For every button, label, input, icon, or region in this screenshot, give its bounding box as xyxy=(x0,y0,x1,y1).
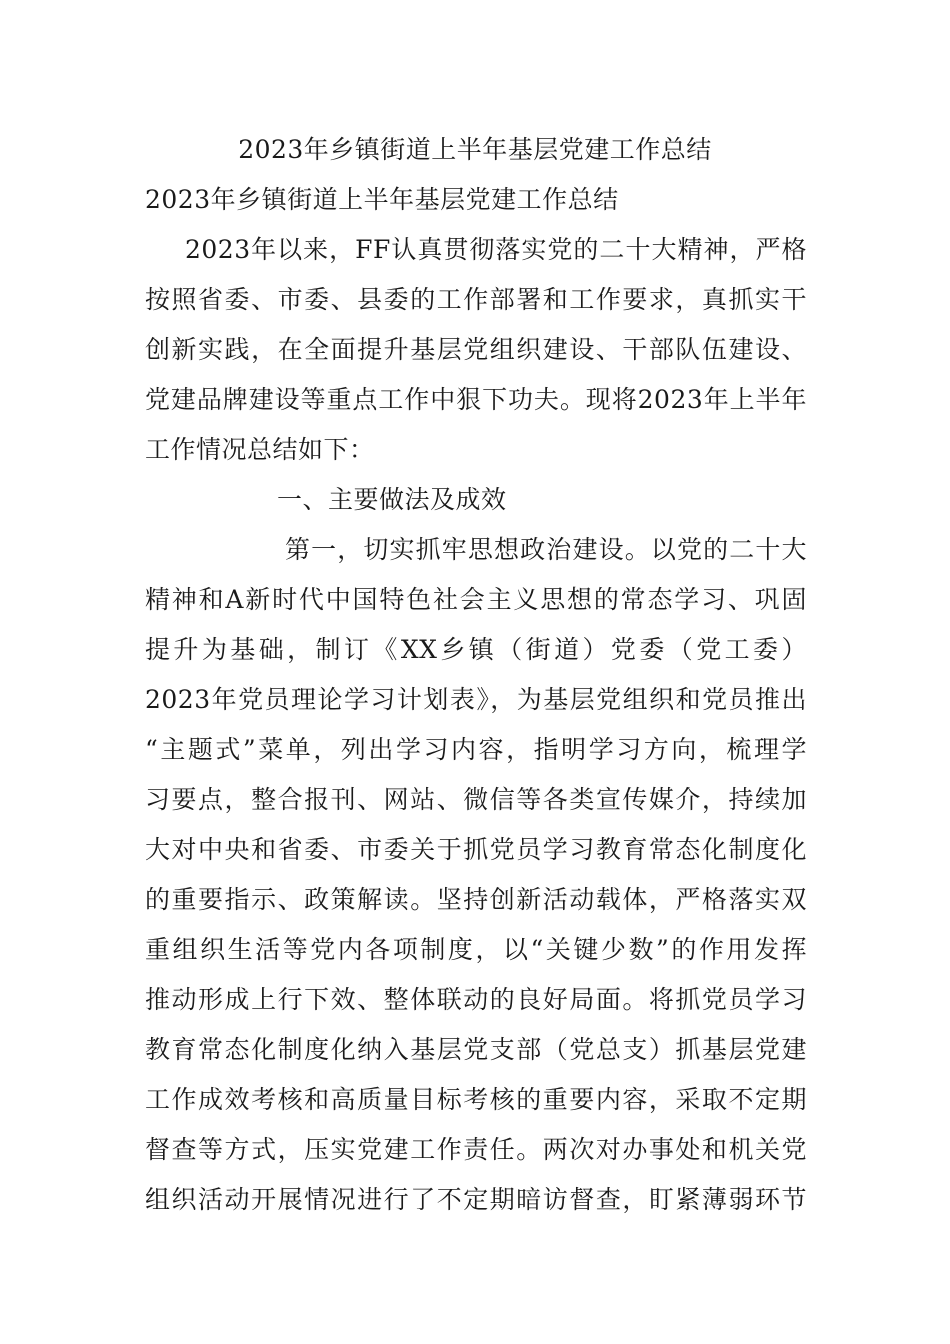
paragraph-line: 第一，切实抓牢思想政治建设。以党的二十大 xyxy=(285,535,807,564)
paragraph-line: 提升为基础，制订《XX乡镇（街道）党委（党工委） xyxy=(145,635,807,664)
document-title: 2023年乡镇街道上半年基层党建工作总结 xyxy=(238,135,712,164)
paragraph-line: 习要点，整合报刊、网站、微信等各类宣传媒介，持续加 xyxy=(145,785,807,814)
paragraph-line: 2023年以来，FF认真贯彻落实党的二十大精神，严格 xyxy=(185,235,807,264)
paragraph-line: 精神和A新时代中国特色社会主义思想的常态学习、巩固 xyxy=(145,585,807,614)
paragraph-line: 组织活动开展情况进行了不定期暗访督查，盯紧薄弱环节 xyxy=(145,1185,807,1214)
paragraph-line: 党建品牌建设等重点工作中狠下功夫。现将2023年上半年 xyxy=(145,385,807,414)
paragraph-line: 按照省委、市委、县委的工作部署和工作要求，真抓实干 xyxy=(145,285,807,314)
paragraph-line: 推动形成上行下效、整体联动的良好局面。将抓党员学习 xyxy=(145,985,807,1014)
paragraph-line: 大对中央和省委、市委关于抓党员学习教育常态化制度化 xyxy=(145,835,807,864)
paragraph-line: 创新实践，在全面提升基层党组织建设、干部队伍建设、 xyxy=(145,335,807,364)
paragraph-line: 的重要指示、政策解读。坚持创新活动载体，严格落实双 xyxy=(145,885,807,914)
paragraph-line: 教育常态化制度化纳入基层党支部（党总支）抓基层党建 xyxy=(145,1035,807,1064)
section-heading: 一、主要做法及成效 xyxy=(277,485,507,514)
paragraph-line: 2023年党员理论学习计划表》，为基层党组织和党员推出 xyxy=(145,685,807,714)
document-subtitle: 2023年乡镇街道上半年基层党建工作总结 xyxy=(145,185,619,214)
paragraph-line: 重组织生活等党内各项制度，以“关键少数”的作用发挥 xyxy=(145,935,807,964)
paragraph-line: 工作情况总结如下： xyxy=(145,435,375,464)
paragraph-line: 工作成效考核和高质量目标考核的重要内容，采取不定期 xyxy=(145,1085,807,1114)
paragraph-line: 督查等方式，压实党建工作责任。两次对办事处和机关党 xyxy=(145,1135,807,1164)
paragraph-line: “主题式”菜单，列出学习内容，指明学习方向，梳理学 xyxy=(145,735,807,764)
